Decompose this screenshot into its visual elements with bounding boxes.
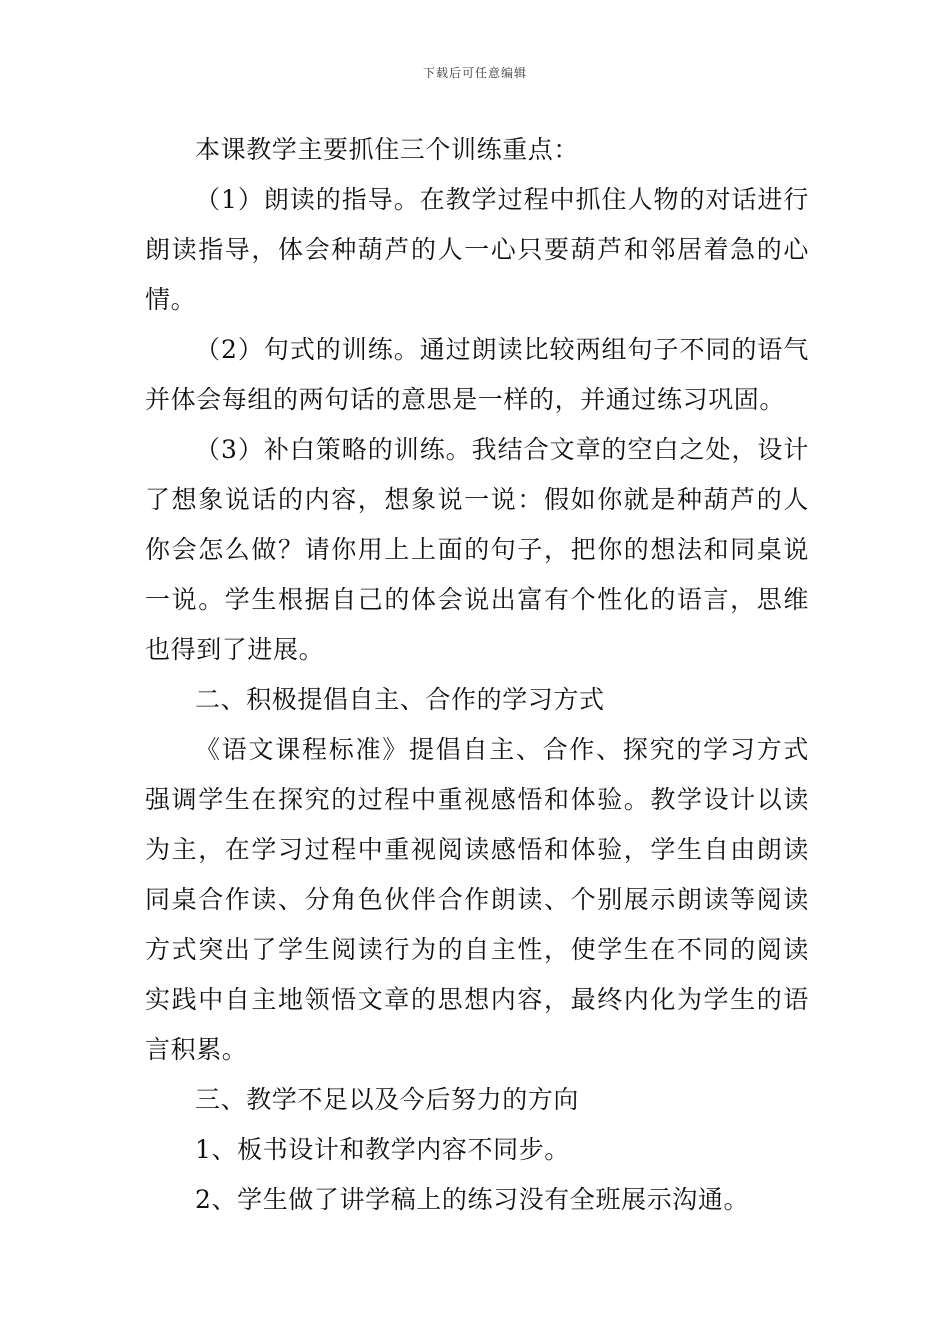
page-header-note: 下载后可任意编辑 — [422, 66, 527, 80]
section-2-heading: 二、积极提倡自主、合作的学习方式 — [195, 685, 605, 714]
shortcoming-2: 2、学生做了讲学稿上的练习没有全班展示沟通。 — [195, 1185, 750, 1214]
point-2-paragraph: （2）句式的训练。通过朗读比较两组句子不同的语气并体会每组的两句话的意思是一样的，并通过练习巩固。 — [145, 335, 809, 414]
intro-paragraph: 本课教学主要抓住三个训练重点： — [195, 135, 580, 164]
section-3-heading: 三、教学不足以及今后努力的方向 — [195, 1085, 580, 1114]
shortcoming-1: 1、板书设计和教学内容不同步。 — [195, 1135, 570, 1164]
point-1-paragraph: （1）朗读的指导。在教学过程中抓住人物的对话进行朗读指导，体会种葫芦的人一心只要葫芦和邻居着急的心情。 — [145, 185, 809, 314]
section-2-paragraph: 《语文课程标准》提倡自主、合作、探究的学习方式强调学生在探究的过程中重视感悟和体验。教学设计以读为主，在学习过程中重视阅读感悟和体验，学生自由朗读同桌合作读、分角色伙伴合作朗读、个别展示朗读等阅读方式突出了学生阅读行为的自主性，使学生在不同的阅读实践中自主地领悟文章的思想内容，最终内化为学生的语言积累。 — [145, 735, 809, 1064]
document-body — [145, 125, 809, 1225]
point-3-paragraph: （3）补白策略的训练。我结合文章的空白之处，设计了想象说话的内容，想象说一说：假如你就是种葫芦的人你会怎么做？请你用上上面的句子，把你的想法和同桌说一说。学生根据自己的体会说出富有个性化的语言，思维也得到了进展。 — [145, 435, 809, 664]
